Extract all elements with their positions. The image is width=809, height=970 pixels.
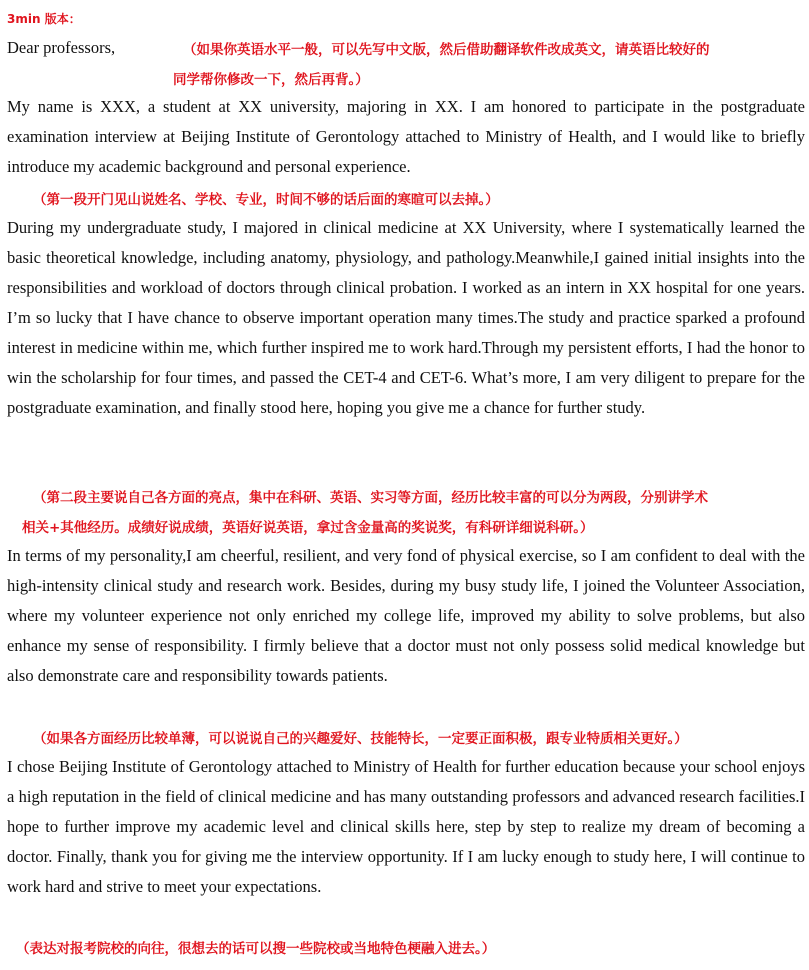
paragraph-3: In terms of my personality,I am cheerful, resilient, and very fond of physical exercise, so I am confident to deal with the high-intensity clinical study and research work. Besides, during my busy study life, I joined the Volunteer Association, where my volunteer experience not only enriched my college life, improved my ability to solve problems, but also enhance my sense of responsibility. I firmly believe that a doctor must not only possess solid medical knowledge but also demonstrate care and responsibility towards patients. [7, 546, 805, 685]
paragraph-4: I chose Beijing Institute of Gerontology attached to Ministry of Health for further education because your school enjoys a high reputation in the field of clinical medicine and has many outstanding professors and advanced research facilities.I hope to further improve my academic level and clinical skills here, step by step to realize my dream of becoming a doctor. Finally, thank you for giving me the interview opportunity. If I am lucky enough to study here, I will continue to work hard and strive to meet your expectations. [7, 757, 805, 896]
intro-note-line1: （如果你英语水平一般，可以先写中文版，然后借助翻译软件改成英文，请英语比较好的 [183, 42, 710, 58]
paragraph-3-note: （如果各方面经历比较单薄，可以说说自己的兴趣爱好、技能特长，一定要正面积极，跟专业特质相关更好。） [33, 731, 688, 747]
intro-note-line2: 同学帮你修改一下，然后再背。） [173, 72, 369, 88]
paragraph-2: During my undergraduate study, I majored in clinical medicine at XX University, where I systematically learned the basic theoretical knowledge, including anatomy, physiology, and pathology.Meanwhile,I gained initial insights into the responsibilities and workload of doctors through clinical probation. I worked as an intern in XX hospital for one years. I’m so lucky that I have chance to observe important operation many times.The study and practice sparked a profound interest in medicine within me, which further inspired me to work hard.Through my persistent efforts, I had the honor to win the scholarship for four times, and passed the CET-4 and CET-6. What’s more, I am very diligent to prepare for the postgraduate examination, and finally stood here, hoping you give me a chance for further study. [7, 218, 805, 417]
greeting: Dear professors, [7, 38, 116, 57]
paragraph-2-note-line2: 相关+其他经历。成绩好说成绩，英语好说英语，拿过含金量高的奖说奖，有科研详细说科研。） [22, 520, 594, 536]
paragraph-1: My name is XXX, a student at XX university, majoring in XX. I am honored to participate in the postgraduate examination interview at Beijing Institute of Gerontology attached to Ministry of Health, and I would like to briefly introduce my academic background and personal experience. [7, 97, 805, 175]
paragraph-2-note-line1: （第二段主要说自己各方面的亮点，集中在科研、英语、实习等方面，经历比较丰富的可以分为两段，分别讲学术 [33, 490, 708, 506]
version-label: 3min 版本： [7, 12, 81, 26]
paragraph-4-note: （表达对报考院校的向往，很想去的话可以搜一些院校或当地特色梗融入进去。） [16, 941, 496, 957]
paragraph-1-note: （第一段开门见山说姓名、学校、专业，时间不够的话后面的寒暄可以去掉。） [33, 192, 499, 208]
